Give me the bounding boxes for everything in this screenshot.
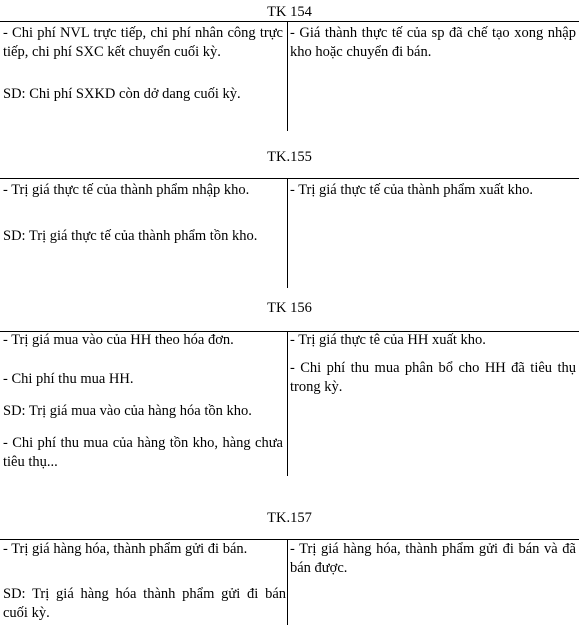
debit-entry: - Trị giá mua vào của HH theo hóa đơn. — [3, 332, 234, 348]
credit-entry: - Trị giá hàng hóa, thành phẩm gửi đi bán và đã bán được. — [290, 541, 576, 576]
debit-entry: - Chi phí NVL trực tiếp, chi phí nhân công trực tiếp, chi phí SXC kết chuyển cuối kỳ. — [3, 25, 283, 60]
t-account-divider-155 — [287, 178, 288, 288]
credit-entry: - Chi phí thu mua phân bổ cho HH đã tiêu thụ trong kỳ. — [290, 360, 576, 395]
account-title-154: TK 154 — [267, 4, 312, 20]
t-account-divider-154 — [287, 21, 288, 131]
t-account-divider-157 — [287, 539, 288, 625]
debit-entry: - Chi phí thu mua HH. — [3, 371, 134, 387]
t-account-top-rule-155 — [0, 178, 579, 179]
debit-closing-balance: SD: Trị giá mua vào của hàng hóa tồn kho. — [3, 403, 252, 419]
credit-entry: - Trị giá thực tê của HH xuất kho. — [290, 332, 486, 348]
debit-closing-balance: SD: Trị giá hàng hóa thành phẩm gửi đi bán cuối kỳ. — [3, 586, 286, 621]
credit-entry: - Trị giá thực tế của thành phẩm xuất kho. — [290, 182, 534, 198]
debit-entry: - Trị giá hàng hóa, thành phẩm gửi đi bán. — [3, 541, 248, 557]
debit-closing-balance: SD: Trị giá thực tế của thành phẩm tồn kho. — [3, 228, 258, 244]
account-title-155: TK.155 — [267, 149, 312, 165]
debit-entry: - Trị giá thực tế của thành phẩm nhập kho. — [3, 182, 250, 198]
t-account-top-rule-154 — [0, 21, 579, 22]
account-title-157: TK.157 — [267, 510, 312, 526]
t-account-divider-156 — [287, 331, 288, 476]
debit-closing-balance: SD: Chi phí SXKD còn dở dang cuối kỳ. — [3, 86, 241, 102]
account-title-156: TK 156 — [267, 300, 312, 316]
credit-entry: - Giá thành thực tế của sp đã chế tạo xong nhập kho hoặc chuyển đi bán. — [290, 25, 576, 60]
debit-entry: - Chi phí thu mua của hàng tồn kho, hàng chưa tiêu thụ... — [3, 435, 283, 470]
